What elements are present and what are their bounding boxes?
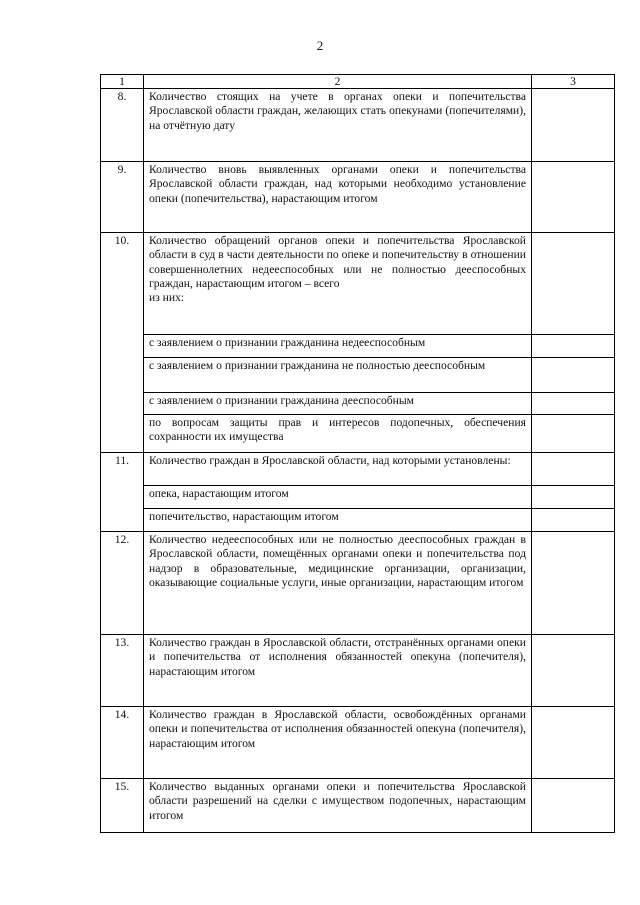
- row-text: Количество граждан в Ярославской области, отстранённых органами опеки и попечительства от исполнения обязанностей опекуна (попечителя), нарастающим итогом: [144, 635, 532, 707]
- table-row-13: [101, 635, 615, 707]
- value-cell: [532, 635, 615, 707]
- value-cell: [532, 415, 615, 453]
- row-number: 13.: [101, 635, 144, 707]
- row-number: 10.: [101, 233, 144, 453]
- row-text: [144, 233, 532, 335]
- table-row-12: [101, 532, 615, 635]
- row-text: Количество граждан в Ярославской области, над которыми установлены:: [144, 453, 532, 486]
- row-subheading: из них:: [149, 291, 185, 305]
- value-cell: [532, 393, 615, 415]
- value-cell: [532, 779, 615, 833]
- value-cell: [532, 453, 615, 486]
- row-number: 15.: [101, 779, 144, 833]
- value-cell: [532, 707, 615, 779]
- report-table: [100, 74, 615, 833]
- table-row-14: [101, 707, 615, 779]
- row-number: 14.: [101, 707, 144, 779]
- header-col-1: 1: [101, 75, 144, 89]
- row-text: Количество выданных органами опеки и попечительства Ярославской области разрешений на сделки с имуществом подопечных, нарастающим итогом: [144, 779, 532, 833]
- value-cell: [532, 486, 615, 509]
- subrow-text: с заявлением о признании гражданина дееспособным: [144, 393, 532, 415]
- table-subrow: [101, 358, 615, 393]
- subrow-text: с заявлением о признании гражданина не полностью дееспособным: [144, 358, 532, 393]
- table-row-10: [101, 233, 615, 335]
- row-number: 8.: [101, 89, 144, 162]
- table-subrow: [101, 393, 615, 415]
- value-cell: [532, 509, 615, 532]
- row-text: Количество граждан в Ярославской области, освобождённых органами опеки и попечительства от исполнения обязанностей опекуна (попечителя), нарастающим итогом: [144, 707, 532, 779]
- subrow-text: по вопросам защиты прав и интересов подопечных, обеспечения сохранности их имущества: [144, 415, 532, 453]
- subrow-text: с заявлением о признании гражданина недееспособным: [144, 335, 532, 358]
- table-row-9: [101, 162, 615, 233]
- row-text: Количество стоящих на учете в органах опеки и попечительства Ярославской области граждан, желающих стать опекунами (попечителями), на отчётную дату: [144, 89, 532, 162]
- table-subrow: [101, 415, 615, 453]
- table-subrow: [101, 486, 615, 509]
- row-main-text: Количество обращений органов опеки и попечительства Ярославской области в суд в части деятельности по опеке и попечительству в отношении совершеннолетних недееспособных или не полностью дееспособных граждан, нарастающим итогом – всего: [149, 234, 526, 290]
- subrow-text: попечительство, нарастающим итогом: [144, 509, 532, 532]
- value-cell: [532, 89, 615, 162]
- value-cell: [532, 532, 615, 635]
- table-subrow: [101, 335, 615, 358]
- value-cell: [532, 162, 615, 233]
- row-text: Количество недееспособных или не полностью дееспособных граждан в Ярославской области, помещённых органами опеки и попечительства под надзор в образовательные, медицинские организации, организации, оказывающие социальные услуги, иные организации, нарастающим итогом: [144, 532, 532, 635]
- table-row-15: [101, 779, 615, 833]
- header-col-3: 3: [532, 75, 615, 89]
- subrow-text: опека, нарастающим итогом: [144, 486, 532, 509]
- header-col-2: 2: [144, 75, 532, 89]
- table-row-11: [101, 453, 615, 486]
- table-row-8: [101, 89, 615, 162]
- row-number: 11.: [101, 453, 144, 532]
- row-text: Количество вновь выявленных органами опеки и попечительства Ярославской области граждан, над которыми необходимо установление опеки (попечительства), нарастающим итогом: [144, 162, 532, 233]
- table-subrow: [101, 509, 615, 532]
- row-number: 12.: [101, 532, 144, 635]
- page-number: 2: [316, 38, 324, 53]
- value-cell: [532, 335, 615, 358]
- value-cell: [532, 233, 615, 335]
- table-header-row: [101, 75, 615, 89]
- value-cell: [532, 358, 615, 393]
- row-number: 9.: [101, 162, 144, 233]
